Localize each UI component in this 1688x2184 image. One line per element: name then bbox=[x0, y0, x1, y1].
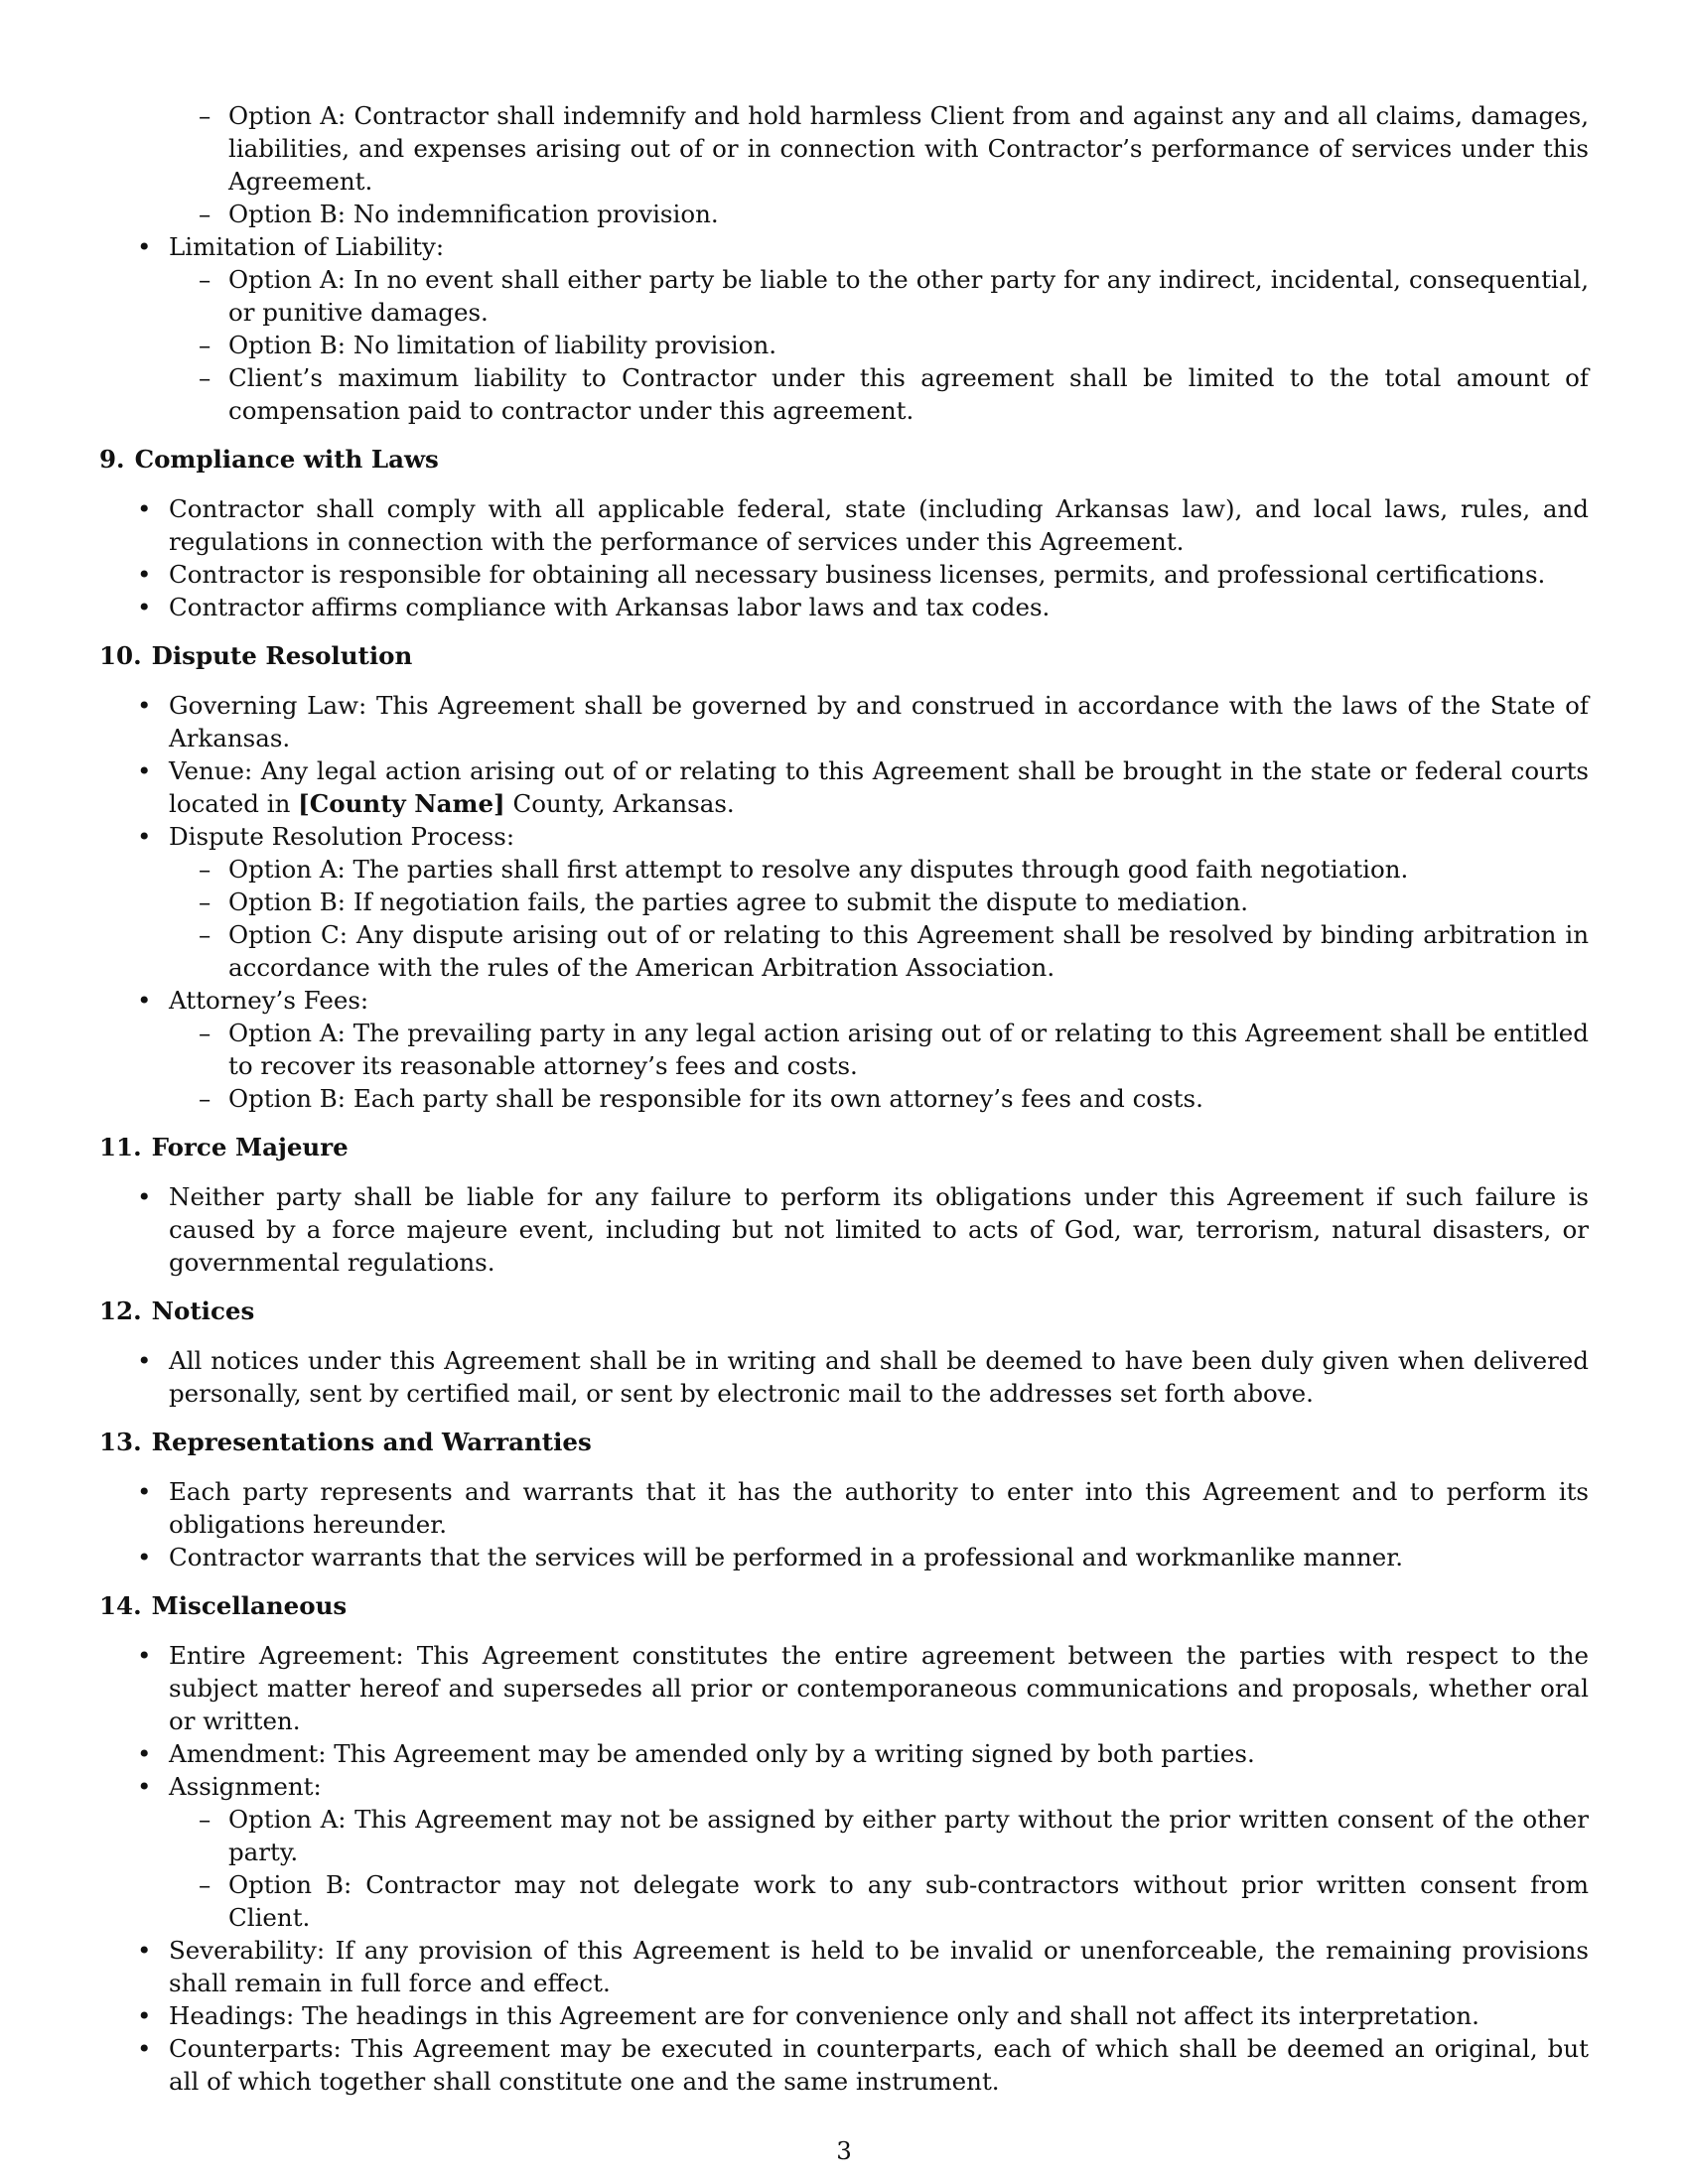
section-list bbox=[99, 492, 1589, 623]
list-item: – Option A: The prevailing party in any legal action arising out of or relating to this Agreement shall be entitled to recover its reasonable attorney’s fees and costs. bbox=[99, 1017, 1589, 1082]
list-item: • Contractor is responsible for obtaining all necessary business licenses, permits, and professional certifications. bbox=[99, 558, 1589, 591]
list-item: • Entire Agreement: This Agreement constitutes the entire agreement between the parties with respect to the subject matter hereof and supersedes all prior or contemporaneous communications and proposals, whether oral or written. bbox=[99, 1639, 1589, 1737]
list-item: – Option B: Each party shall be responsible for its own attorney’s fees and costs. bbox=[99, 1082, 1589, 1115]
list-item: • Contractor shall comply with all applicable federal, state (including Arkansas law), and local laws, rules, and regulations in connection with the performance of services under this Agreement. bbox=[99, 492, 1589, 558]
list-item: – Option C: Any dispute arising out of or relating to this Agreement shall be resolved by binding arbitration in accordance with the rules of the American Arbitration Association. bbox=[99, 918, 1589, 984]
section-number: 14. bbox=[99, 1591, 142, 1620]
list-item bbox=[99, 754, 1589, 820]
list-item: – Option A: The parties shall first attempt to resolve any disputes through good faith negotiation. bbox=[99, 853, 1589, 886]
list-item: • Governing Law: This Agreement shall be governed by and construed in accordance with the laws of the State of Arkansas. bbox=[99, 689, 1589, 754]
section-number: 12. bbox=[99, 1297, 142, 1325]
section-dispute-resolution bbox=[99, 639, 1589, 1115]
page-number: 3 bbox=[836, 2136, 852, 2165]
list-item: – Option B: Contractor may not delegate work to any sub-contractors without prior written consent from Client. bbox=[99, 1868, 1589, 1934]
county-placeholder: [County Name] bbox=[298, 789, 505, 818]
list-item: – Option B: No limitation of liability provision. bbox=[99, 329, 1589, 361]
list-item: • Each party represents and warrants that it has the authority to enter into this Agreement and to perform its obligations hereunder. bbox=[99, 1475, 1589, 1541]
section-heading bbox=[99, 1295, 1589, 1327]
list-item: • Neither party shall be liable for any failure to perform its obligations under this Agreement if such failure is caused by a force majeure event, including but not limited to acts of God, war, terrorism, natural disasters, or governmental regulations. bbox=[99, 1180, 1589, 1279]
list-item: • Contractor warrants that the services will be performed in a professional and workmanlike manner. bbox=[99, 1541, 1589, 1573]
list-item: – Option A: In no event shall either party be liable to the other party for any indirect, incidental, consequential, or punitive damages. bbox=[99, 263, 1589, 329]
section-title: Force Majeure bbox=[151, 1133, 349, 1161]
list-item: • Severability: If any provision of this Agreement is held to be invalid or unenforceable, the remaining provisions shall remain in full force and effect. bbox=[99, 1934, 1589, 1999]
liability-list bbox=[99, 230, 1589, 427]
assignment-options bbox=[169, 1803, 1589, 1934]
section-title: Notices bbox=[151, 1297, 255, 1325]
limitation-options bbox=[169, 263, 1589, 427]
section-heading bbox=[99, 1589, 1589, 1622]
section-title: Miscellaneous bbox=[151, 1591, 348, 1620]
limitation-label: Limitation of Liability: bbox=[169, 232, 445, 261]
list-item: • Headings: The headings in this Agreement are for convenience only and shall not affect its interpretation. bbox=[99, 1999, 1589, 2032]
list-item bbox=[99, 820, 1589, 984]
section-compliance bbox=[99, 443, 1589, 623]
venue-text-end: County, Arkansas. bbox=[504, 789, 735, 818]
attorney-fees-label: Attorney’s Fees: bbox=[169, 986, 369, 1015]
list-item: • Counterparts: This Agreement may be executed in counterparts, each of which shall be deemed an original, but all of which together shall constitute one and the same instrument. bbox=[99, 2032, 1589, 2098]
section-title: Compliance with Laws bbox=[134, 445, 439, 474]
list-item: – Option A: This Agreement may not be assigned by either party without the prior written consent of the other party. bbox=[99, 1803, 1589, 1868]
section-list bbox=[99, 1639, 1589, 2098]
section-representations bbox=[99, 1426, 1589, 1573]
section-list bbox=[99, 1180, 1589, 1279]
indemnification-options bbox=[169, 99, 1589, 230]
section-number: 9. bbox=[99, 445, 125, 474]
venue-text: Venue: Any legal action arising out of or relating to this Agreement shall be brought in the state or federal courts located in bbox=[169, 756, 1589, 818]
section-title: Dispute Resolution bbox=[151, 641, 413, 670]
list-item bbox=[99, 984, 1589, 1115]
page-content bbox=[99, 99, 1589, 2098]
list-item bbox=[99, 1770, 1589, 1934]
dispute-options bbox=[169, 853, 1589, 984]
list-item bbox=[99, 230, 1589, 427]
list-item: – Client’s maximum liability to Contractor under this agreement shall be limited to the total amount of compensation paid to contractor under this agreement. bbox=[99, 361, 1589, 427]
section-miscellaneous bbox=[99, 1589, 1589, 2098]
list-item: • Amendment: This Agreement may be amended only by a writing signed by both parties. bbox=[99, 1737, 1589, 1770]
dispute-process-label: Dispute Resolution Process: bbox=[169, 822, 515, 851]
list-item: • Contractor affirms compliance with Arkansas labor laws and tax codes. bbox=[99, 591, 1589, 623]
section-heading bbox=[99, 1426, 1589, 1458]
section-heading bbox=[99, 443, 1589, 476]
section-number: 13. bbox=[99, 1428, 142, 1456]
section-list bbox=[99, 1344, 1589, 1410]
fees-options bbox=[169, 1017, 1589, 1115]
section-title: Representations and Warranties bbox=[151, 1428, 592, 1456]
list-item: • All notices under this Agreement shall be in writing and shall be deemed to have been duly given when delivered personally, sent by certified mail, or sent by electronic mail to the addresses set forth above. bbox=[99, 1344, 1589, 1410]
section-number: 10. bbox=[99, 641, 142, 670]
section-force-majeure bbox=[99, 1131, 1589, 1279]
assignment-label: Assignment: bbox=[169, 1772, 322, 1801]
section-list bbox=[99, 1475, 1589, 1573]
section-number: 11. bbox=[99, 1133, 142, 1161]
section-notices bbox=[99, 1295, 1589, 1410]
list-item: – Option B: If negotiation fails, the parties agree to submit the dispute to mediation. bbox=[99, 886, 1589, 918]
section-heading bbox=[99, 1131, 1589, 1163]
list-item: – Option A: Contractor shall indemnify and hold harmless Client from and against any and all claims, damages, liabilities, and expenses arising out of or in connection with Contractor’s performance of services under this Agreement. bbox=[99, 99, 1589, 198]
section-heading bbox=[99, 639, 1589, 672]
section-list bbox=[99, 689, 1589, 1115]
list-item: – Option B: No indemnification provision. bbox=[99, 198, 1589, 230]
